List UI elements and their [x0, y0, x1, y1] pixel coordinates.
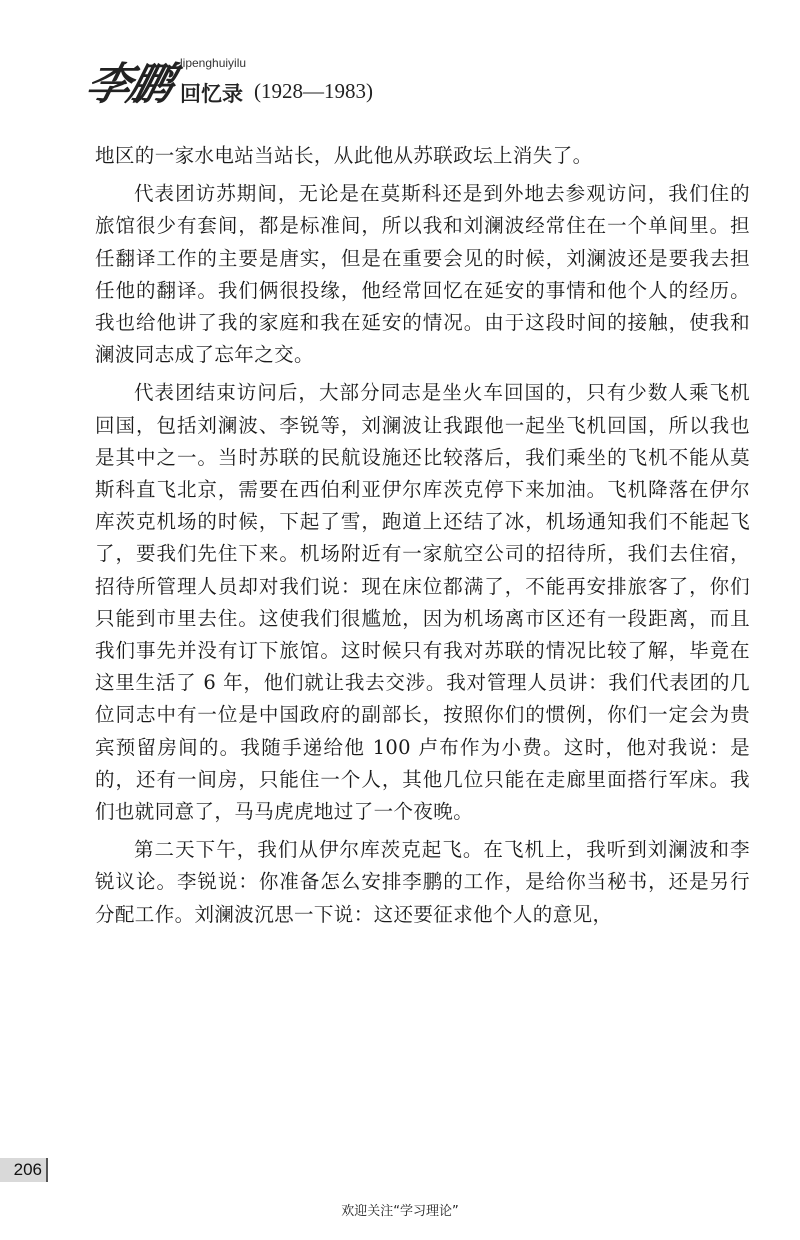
header-pinyin: lipenghuiyilu — [180, 56, 247, 70]
paragraph-3: 代表团结束访问后，大部分同志是坐火车回国的，只有少数人乘飞机回国，包括刘澜波、李锐等，刘澜波让我跟他一起坐飞机回国，所以我也是其中之一。当时苏联的民航设施还比较落后，我们乘坐的飞机不能从莫斯科直飞北京，需要在西伯利亚伊尔库茨克停下来加油。飞机降落在伊尔库茨克机场的时候，下起了雪，跑道上还结了冰，机场通知我们不能起飞了，要我们先住下来。机场附近有一家航空公司的招待所，我们去住宿，招待所管理人员却对我们说：现在床位都满了，不能再安排旅客了，你们只能到市里去住。这使我们很尴尬，因为机场离市区还有一段距离，而且我们事先并没有订下旅馆。这时候只有我对苏联的情况比较了解，毕竟在这里生活了 6 年，他们就让我去交涉。我对管理人员讲：我们代表团的几位同志中有一位是中国政府的副部长，按照你们的惯例，你们一定会为贵宾预留房间的。我随手递给他 100 卢布作为小费。这时，他对我说：是的，还有一间房，只能住一个人，其他几位只能在走廊里面搭行军床。我们也就同意了，马马虎虎地过了一个夜晚。 — [95, 381, 750, 824]
body-text — [95, 140, 750, 937]
paragraph-4: 第二天下午，我们从伊尔库茨克起飞。在飞机上，我听到刘澜波和李锐议论。李锐说：你准备怎么安排李鹏的工作，是给你当秘书，还是另行分配工作。刘澜波沉思一下说：这还要征求他个人的意见， — [95, 838, 750, 926]
running-header — [80, 40, 688, 120]
paragraph-1: 地区的一家水电站当站长，从此他从苏联政坛上消失了。 — [95, 144, 593, 167]
book-title: 回忆录 — [180, 82, 243, 106]
book-years: (1928—1983) — [254, 79, 373, 103]
paragraph-2: 代表团访苏期间，无论是在莫斯科还是到外地去参观访问，我们住的旅馆很少有套间，都是标准间，所以我和刘澜波经常住在一个单间里。担任翻译工作的主要是唐实，但是在重要会见的时候，刘澜波还是要我去担任他的翻译。我们俩很投缘，他经常回忆在延安的事情和他个人的经历。我也给他讲了我的家庭和我在延安的情况。由于这段时间的接触，使我和澜波同志成了忘年之交。 — [95, 182, 750, 367]
signature-logo: 李鹏 — [80, 59, 178, 110]
page-number: 206 — [0, 1158, 48, 1182]
footer-note: 欢迎关注“学习理论” — [341, 1204, 459, 1219]
